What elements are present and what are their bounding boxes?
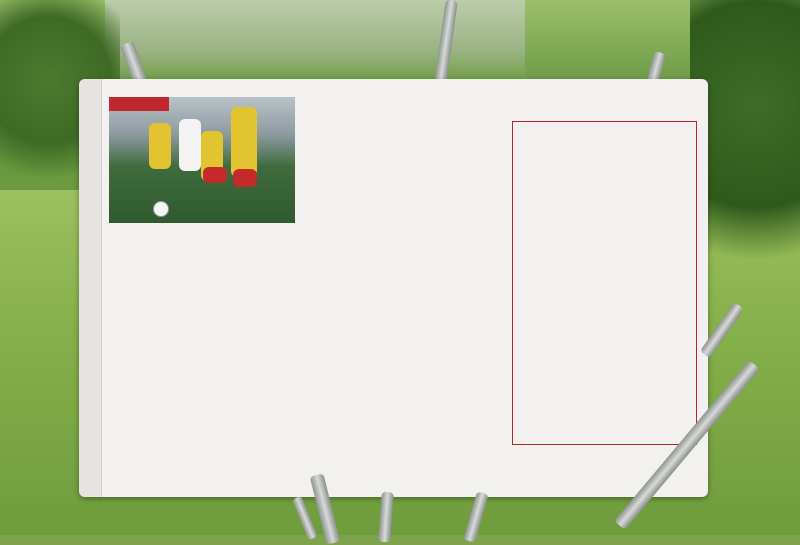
text-column-middle xyxy=(312,95,500,107)
board-spine xyxy=(79,79,102,497)
info-board xyxy=(79,79,708,497)
ball-icon xyxy=(153,201,169,217)
text-column-left xyxy=(109,297,297,309)
background-houses xyxy=(105,0,525,80)
olympic-list xyxy=(512,121,697,445)
photo-football-players xyxy=(109,97,295,223)
